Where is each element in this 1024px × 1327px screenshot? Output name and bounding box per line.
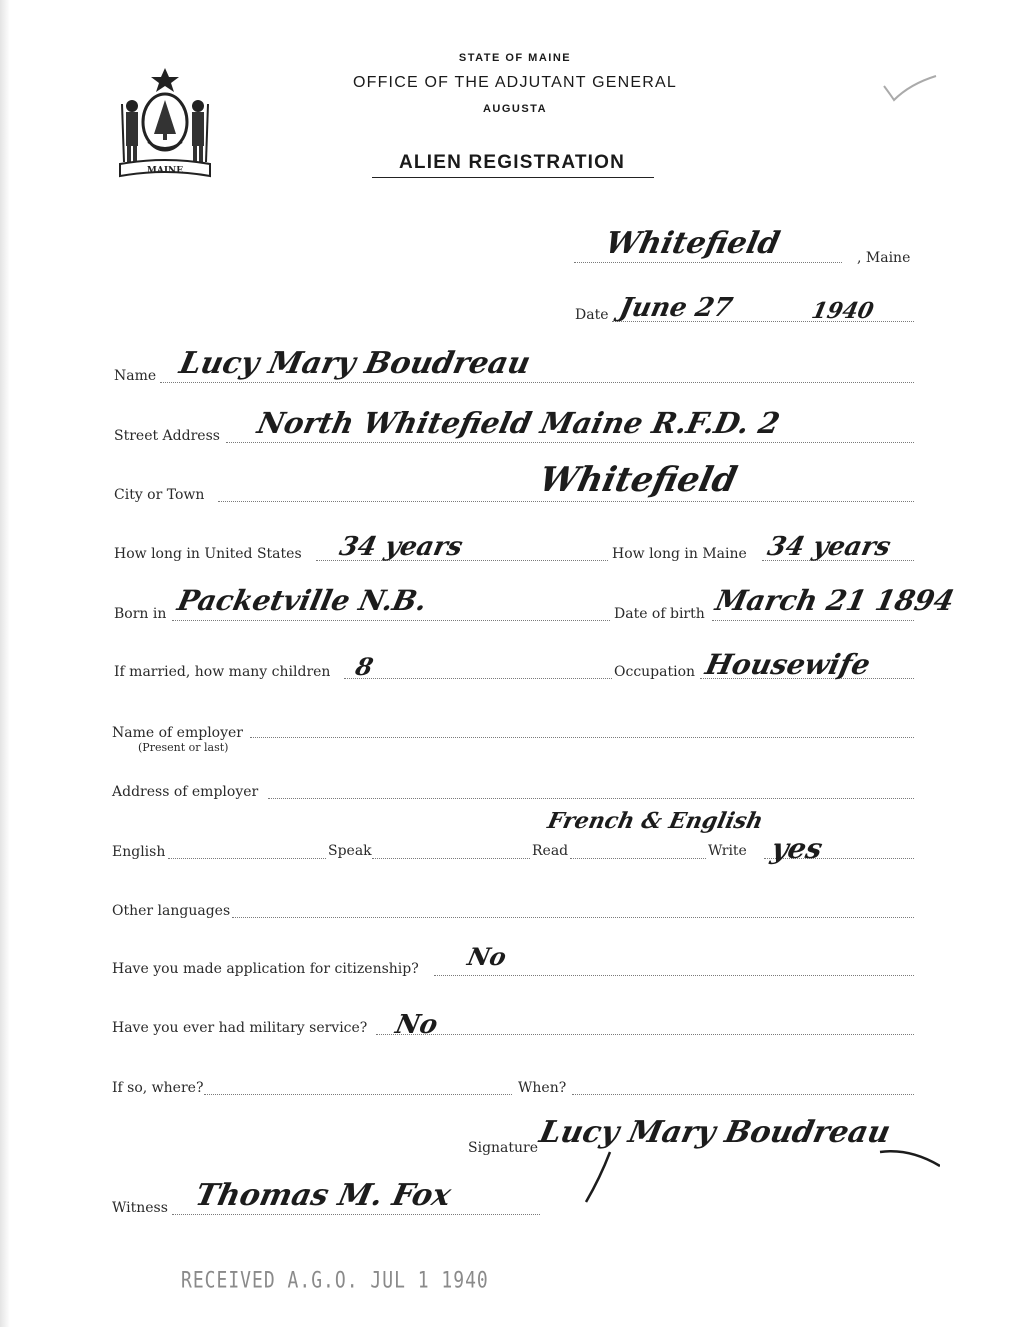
- date-year: 1940: [809, 298, 876, 324]
- title-underline: [372, 177, 654, 178]
- born-label: Born in: [114, 606, 167, 622]
- signature-label: Signature: [468, 1140, 539, 1156]
- where-line: [204, 1094, 512, 1095]
- other-languages-line: [232, 917, 914, 918]
- employer-sub-label: (Present or last): [138, 741, 229, 754]
- write-label: Write: [708, 843, 747, 859]
- witness-label: Witness: [112, 1200, 168, 1216]
- citizenship-label: Have you made application for citizenship?: [112, 961, 419, 977]
- employer-address-line: [268, 798, 914, 799]
- signature-flourish: [580, 1148, 940, 1208]
- name-line: [160, 382, 914, 383]
- city-value: Whitefield: [535, 460, 741, 500]
- office-heading: OFFICE OF THE ADJUTANT GENERAL: [352, 74, 678, 91]
- employer-line: [250, 737, 914, 738]
- city-label: City or Town: [114, 487, 205, 503]
- english-label: English: [112, 844, 166, 860]
- street-line: [226, 442, 914, 443]
- city-line: [218, 501, 914, 502]
- military-line: [376, 1034, 914, 1035]
- children-label: If married, how many children: [114, 664, 331, 680]
- form-title: ALIEN REGISTRATION: [398, 152, 626, 173]
- employer-label: Name of employer: [112, 725, 243, 741]
- signature-value: Lucy Mary Boudreau: [536, 1115, 894, 1150]
- town-suffix: , Maine: [857, 250, 911, 266]
- city-heading: AUGUSTA: [482, 103, 548, 115]
- when-label: When?: [518, 1080, 567, 1096]
- where-label: If so, where?: [112, 1080, 204, 1096]
- seal-text: MAINE: [146, 166, 184, 176]
- town-value: Whitefield: [602, 226, 783, 261]
- employer-address-label: Address of employer: [112, 784, 259, 800]
- dob-value: March 21 1894: [712, 584, 958, 617]
- born-value: Packetville N.B.: [174, 584, 430, 617]
- when-line: [572, 1094, 914, 1095]
- military-value: No: [392, 1010, 441, 1040]
- town-line: [574, 262, 842, 263]
- street-value: North Whitefield Maine R.F.D. 2: [254, 406, 783, 440]
- received-stamp: RECEIVED A.G.O. JUL 1 1940: [181, 1267, 489, 1294]
- state-heading: STATE OF MAINE: [458, 52, 572, 64]
- occupation-label: Occupation: [614, 664, 696, 680]
- military-label: Have you ever had military service?: [112, 1020, 368, 1036]
- witness-value: Thomas M. Fox: [192, 1178, 455, 1213]
- date-label: Date: [575, 307, 609, 323]
- check-mark-icon: [880, 72, 940, 106]
- born-line: [172, 620, 610, 621]
- speak-label: Speak: [328, 843, 372, 859]
- name-value: Lucy Mary Boudreau: [176, 346, 534, 381]
- dob-line: [712, 620, 914, 621]
- occupation-value: Housewife: [702, 648, 874, 681]
- name-label: Name: [114, 368, 157, 384]
- scan-edge: [0, 0, 10, 1327]
- witness-line: [172, 1214, 540, 1215]
- citizenship-line: [434, 975, 914, 976]
- write-value: yes: [768, 832, 826, 865]
- children-line: [344, 678, 612, 679]
- citizenship-value: No: [464, 942, 510, 971]
- dob-label: Date of birth: [614, 606, 705, 622]
- maine-label: How long in Maine: [612, 546, 747, 562]
- maine-value: 34 years: [764, 532, 894, 562]
- other-languages-label: Other languages: [112, 903, 231, 919]
- children-value: 8: [352, 652, 376, 681]
- read-line: [570, 858, 706, 859]
- english-line: [168, 858, 326, 859]
- us-label: How long in United States: [114, 546, 302, 562]
- languages-note: French & English: [545, 808, 766, 834]
- us-value: 34 years: [336, 532, 466, 562]
- read-label: Read: [532, 843, 569, 859]
- date-month-day: June 27: [616, 293, 736, 323]
- speak-line: [372, 858, 530, 859]
- street-label: Street Address: [114, 428, 220, 444]
